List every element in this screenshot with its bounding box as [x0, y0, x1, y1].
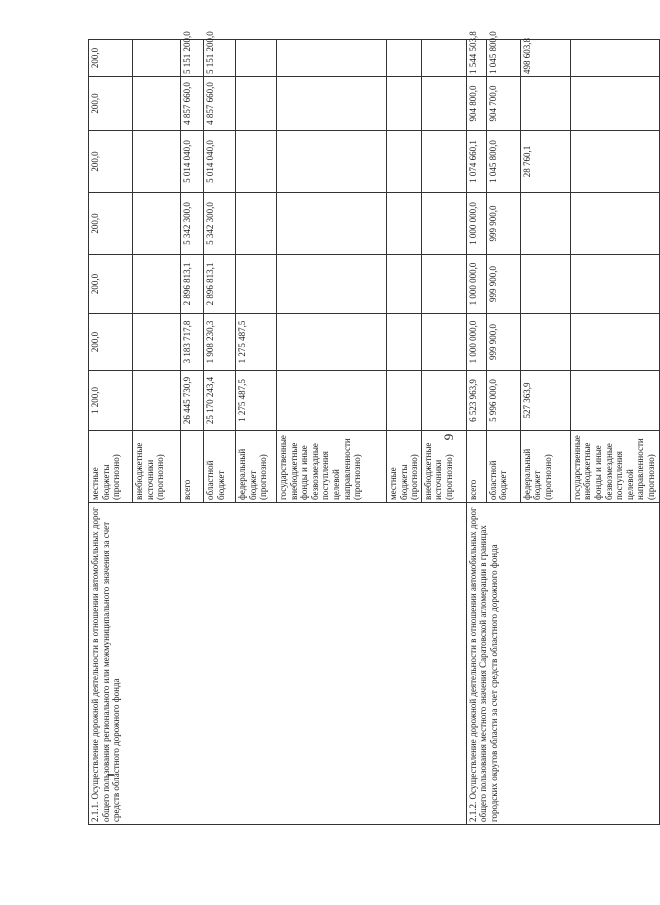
amount-cell: 1 908 230,3	[204, 314, 236, 371]
task-cell: 2.1.1. Осуществление дорожной деятельности в отношении автомобильных дорог общего пользования регионального или межмуниципального значения за счет средств областного дорожного фонда	[89, 503, 467, 825]
amount-cell	[133, 371, 181, 431]
amount-cell	[421, 131, 466, 193]
amount-cell: 1 000 000,0	[466, 193, 486, 255]
amount-cell	[421, 314, 466, 371]
amount-cell	[277, 131, 387, 193]
amount-cell: 5 014 040,0	[204, 131, 236, 193]
amount-cell: 904 800,0	[466, 77, 486, 131]
amount-cell	[421, 255, 466, 314]
amount-cell: 1 275 487,5	[236, 314, 277, 371]
amount-cell	[387, 131, 422, 193]
amount-cell: 25 170 243,4	[204, 371, 236, 431]
funding-source-cell: федеральный бюджет (прогнозно)	[236, 431, 277, 503]
amount-cell	[520, 255, 570, 314]
budget-table	[88, 31, 660, 825]
amount-cell: 498 603,8	[520, 40, 570, 77]
table-row	[89, 40, 133, 825]
funding-source-cell: внебюджетные источники (прогнозно)	[133, 431, 181, 503]
amount-cell	[421, 77, 466, 131]
amount-cell: 999 900,0	[486, 193, 520, 255]
amount-cell	[133, 77, 181, 131]
amount-cell: 1 074 660,1	[466, 131, 486, 193]
amount-cell: 1 200,0	[89, 371, 133, 431]
amount-cell: 2 896 813,1	[204, 255, 236, 314]
amount-cell	[277, 371, 387, 431]
amount-cell	[133, 314, 181, 371]
amount-cell: 527 363,9	[520, 371, 570, 431]
amount-cell: 4 857 660,0	[181, 77, 204, 131]
amount-cell	[236, 193, 277, 255]
amount-cell	[387, 193, 422, 255]
amount-cell: 200,0	[89, 131, 133, 193]
amount-cell	[133, 193, 181, 255]
amount-cell	[277, 255, 387, 314]
amount-cell	[570, 371, 659, 431]
amount-cell: 6 523 963,9	[466, 371, 486, 431]
funding-source-cell: государственные внебюджетные фонды и иные безвозмездные поступления целевой направленности (прогнозно)	[277, 431, 387, 503]
amount-cell	[570, 77, 659, 131]
amount-cell	[236, 131, 277, 193]
amount-cell: 1 045 800,0	[486, 131, 520, 193]
amount-cell: 904 700,0	[486, 77, 520, 131]
funding-source-cell: всего	[466, 431, 486, 503]
amount-cell: 3 183 717,8	[181, 314, 204, 371]
amount-cell: 200,0	[89, 255, 133, 314]
amount-cell	[570, 40, 659, 77]
amount-cell: 4 857 660,0	[204, 77, 236, 131]
amount-cell: 5 014 040,0	[181, 131, 204, 193]
funding-source-cell: всего	[181, 431, 204, 503]
amount-cell: 1 544 503,8	[466, 40, 486, 77]
table-row	[466, 40, 486, 825]
amount-cell	[421, 40, 466, 77]
amount-cell: 26 445 730,9	[181, 371, 204, 431]
amount-cell: 200,0	[89, 193, 133, 255]
amount-cell	[520, 314, 570, 371]
amount-cell	[387, 314, 422, 371]
funding-source-cell: местные бюджеты (прогнозно)	[89, 431, 133, 503]
amount-cell: 999 900,0	[486, 314, 520, 371]
amount-cell	[277, 77, 387, 131]
amount-cell	[570, 131, 659, 193]
amount-cell: 28 760,1	[520, 131, 570, 193]
amount-cell	[236, 77, 277, 131]
amount-cell	[570, 314, 659, 371]
funding-source-cell: государственные внебюджетные фонды и иные безвозмездные поступления целевой направленности (прогнозно)	[570, 431, 659, 503]
amount-cell: 1 275 487,5	[236, 371, 277, 431]
table-body	[89, 31, 660, 825]
amount-cell	[133, 255, 181, 314]
funding-source-cell: федеральный бюджет (прогнозно)	[520, 431, 570, 503]
funding-source-cell: областной бюджет	[204, 431, 236, 503]
amount-cell: 5 342 300,0	[204, 193, 236, 255]
amount-cell: 5 996 000,0	[486, 371, 520, 431]
funding-source-cell: местные бюджеты (прогнозно)	[387, 431, 422, 503]
amount-cell	[421, 371, 466, 431]
amount-cell	[236, 40, 277, 77]
amount-cell: 1 045 800,0	[486, 40, 520, 77]
amount-cell	[236, 255, 277, 314]
amount-cell: 5 151 200,0	[181, 40, 204, 77]
amount-cell	[520, 77, 570, 131]
amount-cell: 1 000 000,0	[466, 255, 486, 314]
amount-cell	[421, 193, 466, 255]
amount-cell	[387, 371, 422, 431]
amount-cell	[387, 40, 422, 77]
funding-source-cell: областной бюджет	[486, 431, 520, 503]
amount-cell	[387, 77, 422, 131]
amount-cell	[570, 193, 659, 255]
amount-cell: 2 896 813,1	[181, 255, 204, 314]
amount-cell	[133, 131, 181, 193]
amount-cell	[277, 314, 387, 371]
amount-cell: 1 000 000,0	[466, 314, 486, 371]
task-cell: 2.1.2. Осуществление дорожной деятельности в отношении автомобильных дорог общего пользования местного значения Саратовской агломерации в границах городских округов области за счет средств областного дорожного фонда	[466, 503, 659, 825]
page-number: 9	[441, 433, 456, 441]
amount-cell	[570, 255, 659, 314]
rotated-table-wrapper	[88, 31, 657, 825]
amount-cell	[133, 40, 181, 77]
amount-cell: 5 342 300,0	[181, 193, 204, 255]
amount-cell: 200,0	[89, 314, 133, 371]
amount-cell: 200,0	[89, 40, 133, 77]
amount-cell	[520, 193, 570, 255]
amount-cell: 200,0	[89, 77, 133, 131]
funding-source-cell: внебюджетные источники (прогнозно)	[421, 431, 466, 503]
amount-cell	[277, 193, 387, 255]
amount-cell: 5 151 200,0	[204, 40, 236, 77]
amount-cell	[387, 255, 422, 314]
amount-cell: 999 900,0	[486, 255, 520, 314]
amount-cell	[277, 40, 387, 77]
